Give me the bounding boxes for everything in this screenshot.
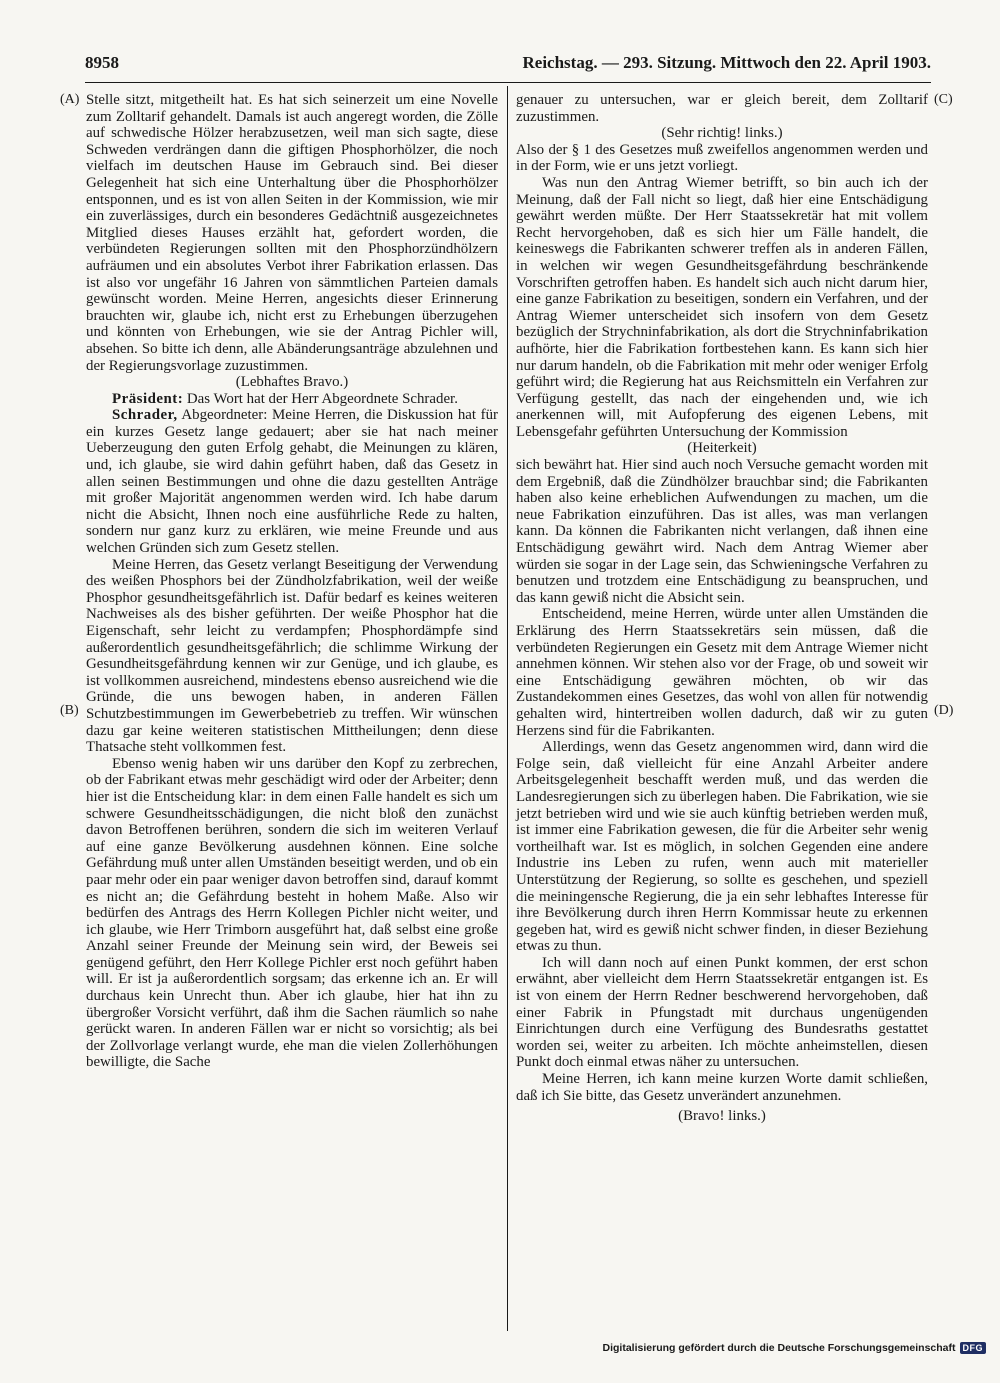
interjection: (Sehr richtig! links.): [661, 125, 783, 142]
interjection: (Bravo! links.): [678, 1108, 766, 1125]
running-title: Reichstag. — 293. Sitzung. Mittwoch den 22. April 1903.: [522, 53, 931, 72]
right-column: [516, 92, 928, 1125]
paragraph: Was nun den Antrag Wiemer betrifft, so bin auch ich der Meinung, daß der Fall nicht so liegt, daß hier eine Entschädigung gewährt werden müßte. Der Herr Staatssekretär hat mit vollem Recht hervorgehoben, daß es sich hier um Fälle handelt, die keineswegs die Fabrikanten schwerer treffen als in anderen Fällen, in welchen wir wegen Gesundheitsgefährdung beschränkende Vorschriften getroffen haben. Es handelt sich auch nicht darum hier, eine ganze Fabrikation zu beseitigen, sondern ein Verfahren, und der Antrag Wiemer unterscheidet sich insofern von dem Gesetz bezüglich der Strychninfabrikation, als dort die Strychninfabrikation aufhörte, hier die Fabrikation fortbestehen kann. Es kann sich hier nur darum handeln, ob die Fabrikation mit mehr oder weniger Erfolg geführt wird; die Regierung hat aus Reichsmitteln ein Verfahren zur Verfügung gestellt, das nach der eingehenden und, wie ich anerkennen will, mit Aufopferung des eigenen Lebens, mit Lebensgefahr geführten Untersuchung der Kommission: [516, 174, 928, 440]
paragraph: Entscheidend, meine Herren, würde unter allen Umständen die Erklärung des Herrn Staatssekretärs sein müssen, daß die verbündeten Regierungen ein Gesetz mit dem Antrage Wiemer nicht annehmen können. Wir stehen also vor der Frage, ob und soweit wir eine Entschädigung gewähren möchten, ob wir das Zustandekommen eines Gesetzes, das wohl von allen für notwendig gehalten wird, hintertreiben wollen dadurch, daß wir zu guten Herzens sind für die Fabrikanten.: [516, 606, 928, 739]
paragraph: Meine Herren, ich kann meine kurzen Worte damit schließen, daß ich Sie bitte, das Gesetz unverändert anzunehmen.: [516, 1071, 928, 1104]
speaker-name: Schrader,: [112, 407, 178, 424]
margin-marker-c: (C): [934, 92, 953, 107]
column-divider: [507, 86, 508, 1331]
paragraph: Stelle sitzt, mitgetheilt hat. Es hat sich seinerzeit um eine Novelle zum Zolltarif gehandelt. Damals ist auch angeregt worden, die Zölle auf schwedische Hölzer herabzusetzen, weil man sich sagte, diese Schweden verdrängen dann die giftigen Phosphorhölzer, die noch vielfach im deutschen Hause im Gebrauch sind. Bei dieser Gelegenheit hat sich eine Unterhaltung über die Phosphorhölzer entsponnen, und es ist von allen Seiten in der Kommission, wie mir ein zuverlässiges, durch ein besonderes Gedächtniß ausgezeichnetes Mitglied dieses Hauses erzählt hat, gefordert worden, die verbündeten Regierungen sollten mit den Phosphorzündhölzern aufräumen und ein absolutes Verbot ihrer Fabrikation erlassen. Das ist also vor ungefähr 16 Jahren von sämmtlichen Parteien damals gewünscht worden. Meine Herren, angesichts dieser Erinnerung brauchten wir, glaube ich, nicht erst zu Erhebungen überzugehen und könnten von Erhebungen, wie sie der Antrag Pichler will, absehen. So bitte ich denn, alle Abänderungsanträge abzulehnen und der Regierungsvorlage zuzustimmen.: [86, 92, 498, 374]
header-rule: [85, 82, 931, 83]
dfg-logo: DFG: [960, 1342, 987, 1354]
speaker-name: Präsident:: [112, 390, 184, 407]
margin-marker-b: (B): [60, 703, 79, 718]
page-number: 8958: [85, 53, 119, 72]
paragraph: [86, 407, 498, 556]
margin-marker-a: (A): [60, 92, 80, 107]
interjection: (Heiterkeit): [687, 440, 757, 457]
left-column: [86, 92, 498, 1071]
paragraph: Allerdings, wenn das Gesetz angenommen wird, dann wird die Folge sein, daß vielleicht für eine Anzahl Arbeiter andere Arbeitsgelegenheit beschafft werden muß, und das werden die Landesregierungen sich zu überlegen haben. Die Fabrikation, wie sie jetzt betrieben wird und wie sie auch künftig betrieben werden muß, ist immer eine Fabrikation gewesen, die für die Arbeiter sehr wenig vortheilhaft war. Ist es möglich, in solchen Gegenden eine andere Industrie ins Leben zu rufen, wenn auch mit materieller Unterstützung der Regierung, so sollte es geschehen, und speziell die meiningensche Regierung, die ja ein sehr lebhaftes Interesse für ihre Bevölkerung durch ihren Herrn Kommissar heute zu erkennen gegeben hat, wird es gewiß nicht schwer finden, in dieser Beziehung etwas zu thun.: [516, 739, 928, 955]
paragraph: Ich will dann noch auf einen Punkt kommen, der erst schon erwähnt, aber vielleicht dem Herrn Staatssekretär entgangen ist. Es ist von einem der Herrn Redner beschwerend hervorgehoben, daß einer Fabrik in Pfungstadt mit durchaus ungenügenden Einrichtungen durch eine Verfügung des Bundesraths gestattet worden sei, weiter zu arbeiten. Ich möchte anheimstellen, diesen Punkt doch einmal etwas näher zu untersuchen.: [516, 954, 928, 1071]
footer-credit: [603, 1342, 986, 1354]
paragraph: [86, 391, 498, 408]
margin-marker-d: (D): [934, 703, 954, 718]
paragraph: Meine Herren, das Gesetz verlangt Beseitigung der Verwendung des weißen Phosphors bei der Zündholzfabrikation, weil der weiße Phosphor gesundheitsgefährlich ist. Dafür bedarf es keines weiteren Nachweises als des bisher geführten. Der weiße Phosphor hat die Eigenschaft, sehr leicht zu verdampfen; Phosphordämpfe sind außerordentlich gesundheitsgefährlich; die schlimme Wirkung der Gesundheitsgefährdung kennen wir zur Genüge, und ich glaube, es ist vollkommen ausreichend, mindestens ebenso ausreichend wie die Gründe, die uns bewogen haben, in anderen Fällen Schutzbestimmungen im Gewerbebetrieb zu treffen. Wir wünschen dazu gar keine weiteren statistischen Mittheilungen; denn diese Thatsache steht vollkommen fest.: [86, 556, 498, 756]
footer-text: Digitalisierung gefördert durch die Deutsche Forschungsgemeinschaft: [602, 1342, 956, 1354]
paragraph: genauer zu untersuchen, war er gleich bereit, dem Zolltarif zuzustimmen.: [516, 92, 928, 125]
paragraph: sich bewährt hat. Hier sind auch noch Versuche gemacht worden mit dem Ergebniß, daß die Zündhölzer brauchbar sind; die Fabrikanten haben also keine erheblichen Aufwendungen zu machen, um die neue Fabrikation einzuführen. Das ist alles, was man verlangen kann. Da können die Fabrikanten nicht verlangen, daß ihnen eine Entschädigung gewährt wird. Nach dem Antrag Wiemer aber würden sie sogar in der Lage sein, das Schwieningsche Verfahren zu benutzen und trotzdem eine Entschädigung zu beanspruchen, und das kann gewiß nicht die Absicht sein.: [516, 457, 928, 606]
speech-text: Das Wort hat der Herr Abgeordnete Schrader.: [186, 390, 458, 407]
page-header: [85, 50, 931, 78]
speech-text: Abgeordneter: Meine Herren, die Diskussion hat für ein kurzes Gesetz lange gedauert; aber sie hat nach meiner Ueberzeugung den guten Erfolg gehabt, die Meinungen zu klären, und, ich glaube, sie wird dahin geführt haben, daß das Gesetz in allen seinen Bestimmungen und ohne die dazu gestellten Anträge mit großer Majorität angenommen werden wird. Ich habe darum nicht die Absicht, Ihnen noch eine ausführliche Rede zu halten, sondern nur ganz kurz zu erklären, wie meine Freunde und aus welchen Gründen sich zum Gesetz stellen.: [86, 407, 498, 557]
interjection: (Lebhaftes Bravo.): [235, 374, 349, 391]
paragraph: Also der § 1 des Gesetzes muß zweifellos angenommen werden und in der Form, wie er uns jetzt vorliegt.: [516, 141, 928, 175]
paragraph: Ebenso wenig haben wir uns darüber den Kopf zu zerbrechen, ob der Fabrikant etwas mehr geschädigt wird oder der Arbeiter; denn hier ist die Entscheidung klar: in dem einen Falle handelt es sich um schwere Gesundheitsschädigungen, die nicht bloß den zunächst davon Betroffenen berühren, sondern die sich im weiteren Verlauf auf eine ganze Bevölkerung ausdehnen können. Eine solche Gefährdung muß unter allen Umständen beseitigt werden, und ob ein paar mehr oder ein paar weniger davon betroffen sind, darauf kommt es nicht an; die Gefährdung besteht in hohem Maße. Also wir bedürfen des Antrags des Herrn Kollegen Pichler nicht weiter, und ich glaube, wie Herr Trimborn ausgeführt hat, daß selbst eine große Anzahl seiner Freunde der Meinung sein wird, der Beweis sei genügend geführt, den Herr Kollege Pichler erst noch geführt haben will. Er ist ja außerordentlich sorgsam; das erkenne ich an. Er will durchaus kein Unrecht thun. Aber ich glaube, hier hat ihn zu übergroßer Vorsicht verführt, daß ihm die Sachen räumlich so nahe gerückt waren. In anderen Fällen war er nicht so vorsichtig; als bei der Zollvorlage verlangt wurde, ehe man die vielen Zollerhöhungen bewilligte, die Sache: [86, 755, 498, 1071]
